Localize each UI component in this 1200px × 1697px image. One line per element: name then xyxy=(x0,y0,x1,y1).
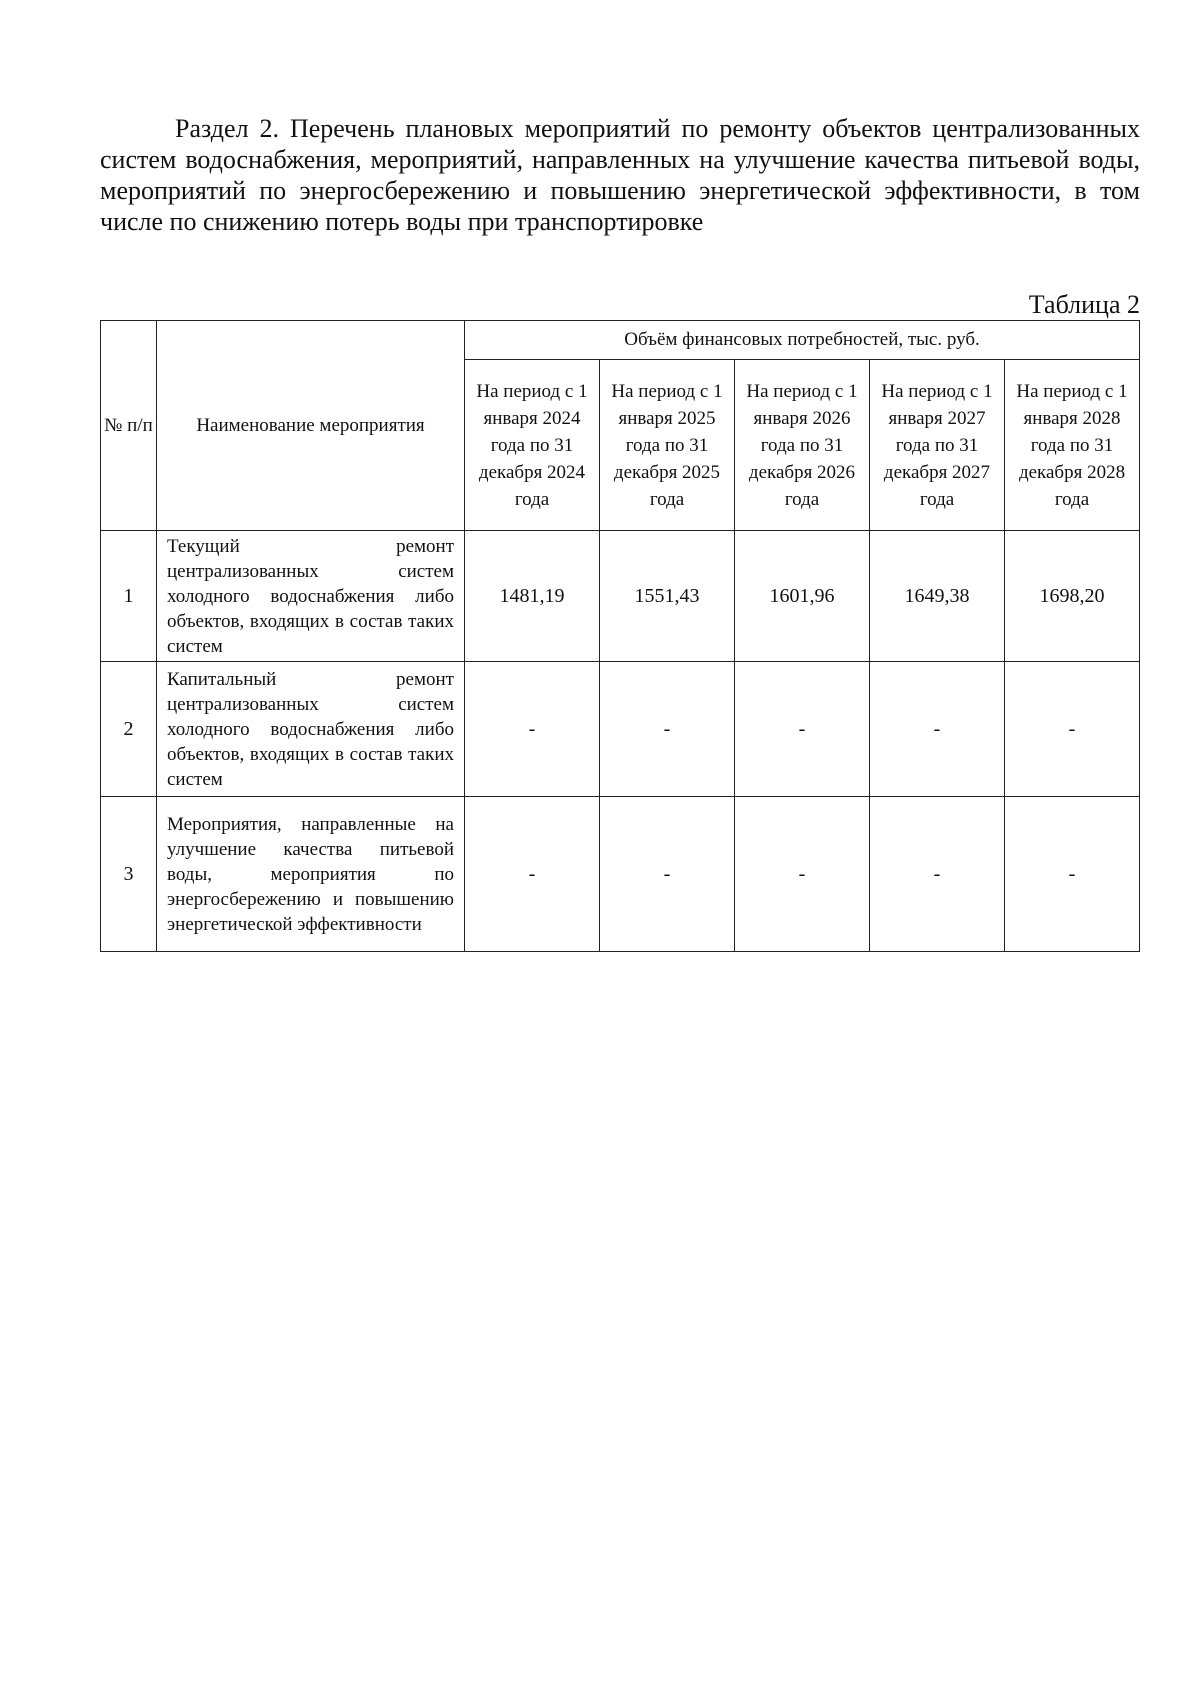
table-row xyxy=(101,797,1140,952)
period-header-2026: На период с 1 января 2026 года по 31 декабря 2026 года xyxy=(735,360,870,531)
financial-needs-group-header: Объём финансовых потребностей, тыс. руб. xyxy=(465,321,1140,360)
value-2024: 1481,19 xyxy=(465,531,600,662)
period-header-2028: На период с 1 января 2028 года по 31 декабря 2028 года xyxy=(1005,360,1140,531)
row-number: 1 xyxy=(101,531,157,662)
value-2025: - xyxy=(600,662,735,797)
row-number: 3 xyxy=(101,797,157,952)
period-header-2025: На период с 1 января 2025 года по 31 декабря 2025 года xyxy=(600,360,735,531)
value-2025: - xyxy=(600,797,735,952)
period-header-2027: На период с 1 января 2027 года по 31 декабря 2027 года xyxy=(870,360,1005,531)
financial-needs-table xyxy=(100,320,1140,952)
table-caption: Таблица 2 xyxy=(1028,290,1140,319)
value-2025: 1551,43 xyxy=(600,531,735,662)
value-2028: - xyxy=(1005,662,1140,797)
value-2027: - xyxy=(870,797,1005,952)
value-2028: - xyxy=(1005,797,1140,952)
value-2026: - xyxy=(735,662,870,797)
activity-name: Мероприятия, направленные на улучшение качества питьевой воды, мероприятия по энергосбережению и повышению энергетической эффективности xyxy=(157,797,465,952)
value-2024: - xyxy=(465,662,600,797)
activity-name: Капитальный ремонт централизованных систем холодного водоснабжения либо объектов, входящих в состав таких систем xyxy=(157,662,465,797)
value-2027: 1649,38 xyxy=(870,531,1005,662)
value-2026: 1601,96 xyxy=(735,531,870,662)
activity-name: Текущий ремонт централизованных систем холодного водоснабжения либо объектов, входящих в состав таких систем xyxy=(157,531,465,662)
table-header-row xyxy=(101,321,1140,360)
value-2027: - xyxy=(870,662,1005,797)
section-heading: Раздел 2. Перечень плановых мероприятий по ремонту объектов централизованных систем водоснабжения, мероприятий, направленных на улучшение качества питьевой воды, мероприятий по энергосбережению и повышению энергетической эффективности, в том числе по снижению потерь воды при транспортировке xyxy=(100,114,1140,236)
value-2026: - xyxy=(735,797,870,952)
name-column-header: Наименование мероприятия xyxy=(157,321,465,531)
table-row xyxy=(101,531,1140,662)
num-column-header: № п/п xyxy=(101,321,157,531)
table-row xyxy=(101,662,1140,797)
value-2028: 1698,20 xyxy=(1005,531,1140,662)
period-header-2024: На период с 1 января 2024 года по 31 декабря 2024 года xyxy=(465,360,600,531)
row-number: 2 xyxy=(101,662,157,797)
value-2024: - xyxy=(465,797,600,952)
